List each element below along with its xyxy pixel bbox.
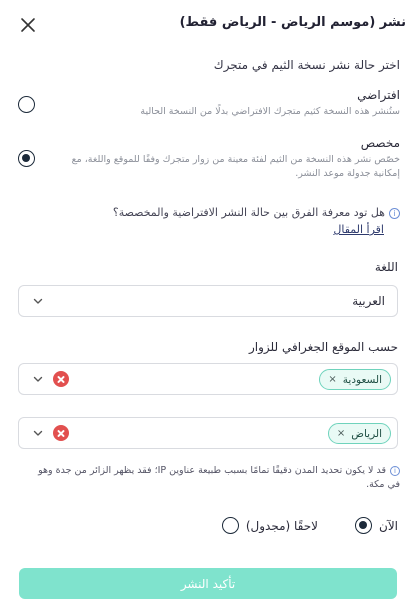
- chevron-down-icon[interactable]: [33, 374, 43, 384]
- default-radio[interactable]: [18, 96, 35, 113]
- city-select[interactable]: [18, 417, 398, 449]
- info-icon: i: [390, 466, 400, 476]
- timing-now-label: الآن: [379, 518, 398, 533]
- city-tag-label: الرياض: [351, 427, 382, 440]
- country-tag-label: السعودية: [342, 373, 382, 386]
- clear-country-icon[interactable]: [53, 371, 69, 387]
- dialog-title: نشر (موسم الرياض - الرياض فقط): [179, 15, 406, 30]
- timing-later-option[interactable]: [222, 517, 318, 534]
- ip-accuracy-note: [24, 464, 400, 492]
- note-text: قد لا يكون تحديد المدن دقيقًا تمامًا بسبب طبيعة عناوين IP؛ فقد يظهر الزائر من جدة وهو في مكة.: [38, 465, 400, 490]
- timing-later-radio[interactable]: [222, 517, 239, 534]
- language-select[interactable]: [18, 285, 398, 317]
- geo-label: حسب الموقع الجغرافي للزوار: [249, 340, 398, 354]
- option-default-label: افتراضي: [357, 88, 400, 102]
- clear-city-icon[interactable]: [53, 425, 69, 441]
- close-icon[interactable]: [20, 17, 36, 33]
- remove-city-tag-icon[interactable]: ×: [336, 428, 346, 439]
- option-custom-label: مخصص: [360, 136, 400, 150]
- dialog-header: [0, 0, 416, 50]
- info-question: هل تود معرفة الفرق بين حالة النشر الافتراضية والمخصصة؟: [112, 206, 385, 219]
- timing-now-option[interactable]: [355, 517, 398, 534]
- option-custom-description: خصّص نشر هذه النسخة من الثيم لفئة معينة من زوار متجرك وفقًا للموقع واللغة، مع إمكانية جدولة موعد النشر.: [71, 154, 400, 179]
- timing-now-radio[interactable]: [355, 517, 372, 534]
- info-block: [16, 206, 400, 236]
- timing-later-label: لاحقًا (مجدول): [245, 518, 318, 533]
- language-value: العربية: [352, 294, 385, 308]
- chevron-down-icon[interactable]: [33, 296, 43, 306]
- info-icon: i: [389, 208, 400, 219]
- option-default-description: ستُنشر هذه النسخة كثيم متجرك الافتراضي بدلًا من النسخة الحالية: [140, 106, 400, 117]
- confirm-publish-button[interactable]: تأكيد النشر: [19, 568, 397, 599]
- publish-timing: [18, 517, 398, 539]
- chevron-down-icon[interactable]: [33, 428, 43, 438]
- custom-radio[interactable]: [18, 150, 35, 167]
- remove-country-tag-icon[interactable]: ×: [328, 374, 337, 385]
- language-label: اللغة: [374, 260, 398, 274]
- read-article-link[interactable]: اقرأ المقال: [333, 223, 384, 236]
- country-tag: [319, 369, 391, 390]
- publish-status-heading: اختر حالة نشر نسخة الثيم في متجرك: [213, 58, 400, 72]
- country-select[interactable]: [18, 363, 398, 395]
- city-tag: [328, 423, 391, 444]
- option-custom[interactable]: [14, 136, 400, 181]
- option-default[interactable]: [14, 88, 400, 119]
